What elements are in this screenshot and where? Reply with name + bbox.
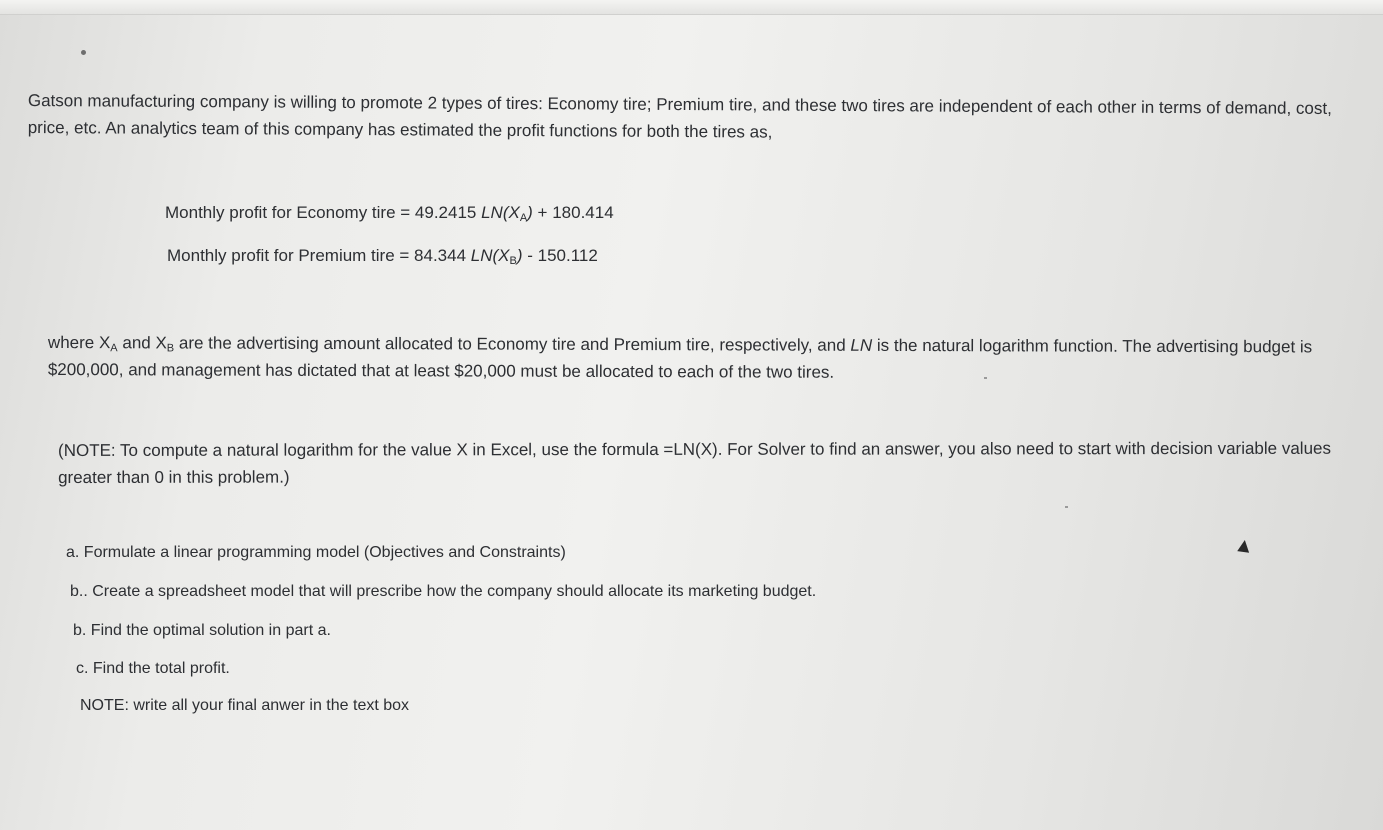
- formula-premium-var-open: (X: [492, 246, 510, 265]
- mouse-pointer-icon: [1237, 539, 1251, 553]
- where-p3: are the advertising amount allocated to Economy tire and Premium tire, respectively, and: [174, 333, 851, 355]
- where-p4: is the natural logarithm function. The advertising budget is $200,000, and management has dictated that at least $20,000 must be allocated to each of the two tires.: [47, 335, 1313, 382]
- formula-economy-fn: LN: [481, 203, 503, 222]
- top-edge: [0, 0, 1383, 15]
- task-a: a. Formulate a linear programming model (Objectives and Constraints): [66, 544, 566, 561]
- formula-economy-label: Monthly profit for Economy tire = 49.2415: [165, 203, 482, 222]
- formula-premium-sub: B: [509, 255, 517, 267]
- formula-premium-tail: - 150.112: [522, 246, 598, 265]
- where-paragraph: [48, 329, 1338, 388]
- where-sub-a: A: [110, 342, 118, 355]
- where-sub-b: B: [166, 342, 175, 355]
- formula-premium-fn: LN: [470, 246, 493, 265]
- formula-economy-sub: A: [519, 212, 528, 224]
- cursor-dot-icon: [81, 50, 86, 55]
- where-p2: and X: [117, 333, 167, 353]
- task-b-spreadsheet: b.. Create a spreadsheet model that will prescribe how the company should allocate its marketing budget.: [70, 583, 817, 600]
- intro-paragraph: Gatson manufacturing company is willing to promote 2 types of tires: Economy tire; Premium tire, and these two tires are independent of each other in terms of demand, cost, price, etc. An analytics team of this company has estimated the profit functions for both the tires as,: [27, 90, 1332, 142]
- formula-economy: [165, 203, 614, 223]
- task-c: c. Find the total profit.: [76, 660, 230, 677]
- formula-economy-var-open: (X: [502, 203, 520, 222]
- where-ln: LN: [850, 335, 873, 355]
- screen-speck: [984, 377, 987, 379]
- formula-premium-var-close: ): [516, 246, 523, 265]
- formula-premium-label: Monthly profit for Premium tire = 84.344: [167, 246, 471, 265]
- formula-economy-var-close: ): [527, 203, 533, 222]
- screen-speck: [1065, 506, 1068, 508]
- final-answer-note: NOTE: write all your final anwer in the text box: [80, 697, 410, 714]
- where-p1: where X: [47, 332, 111, 353]
- task-b-optimal: b. Find the optimal solution in part a.: [73, 622, 331, 639]
- formula-premium: [167, 246, 598, 266]
- excel-note-paragraph: (NOTE: To compute a natural logarithm for the value X in Excel, use the formula =LN(X). For Solver to find an answer, you also need to start with decision variable values greater than 0 in this problem.): [58, 438, 1331, 487]
- formula-economy-tail: + 180.414: [532, 203, 614, 222]
